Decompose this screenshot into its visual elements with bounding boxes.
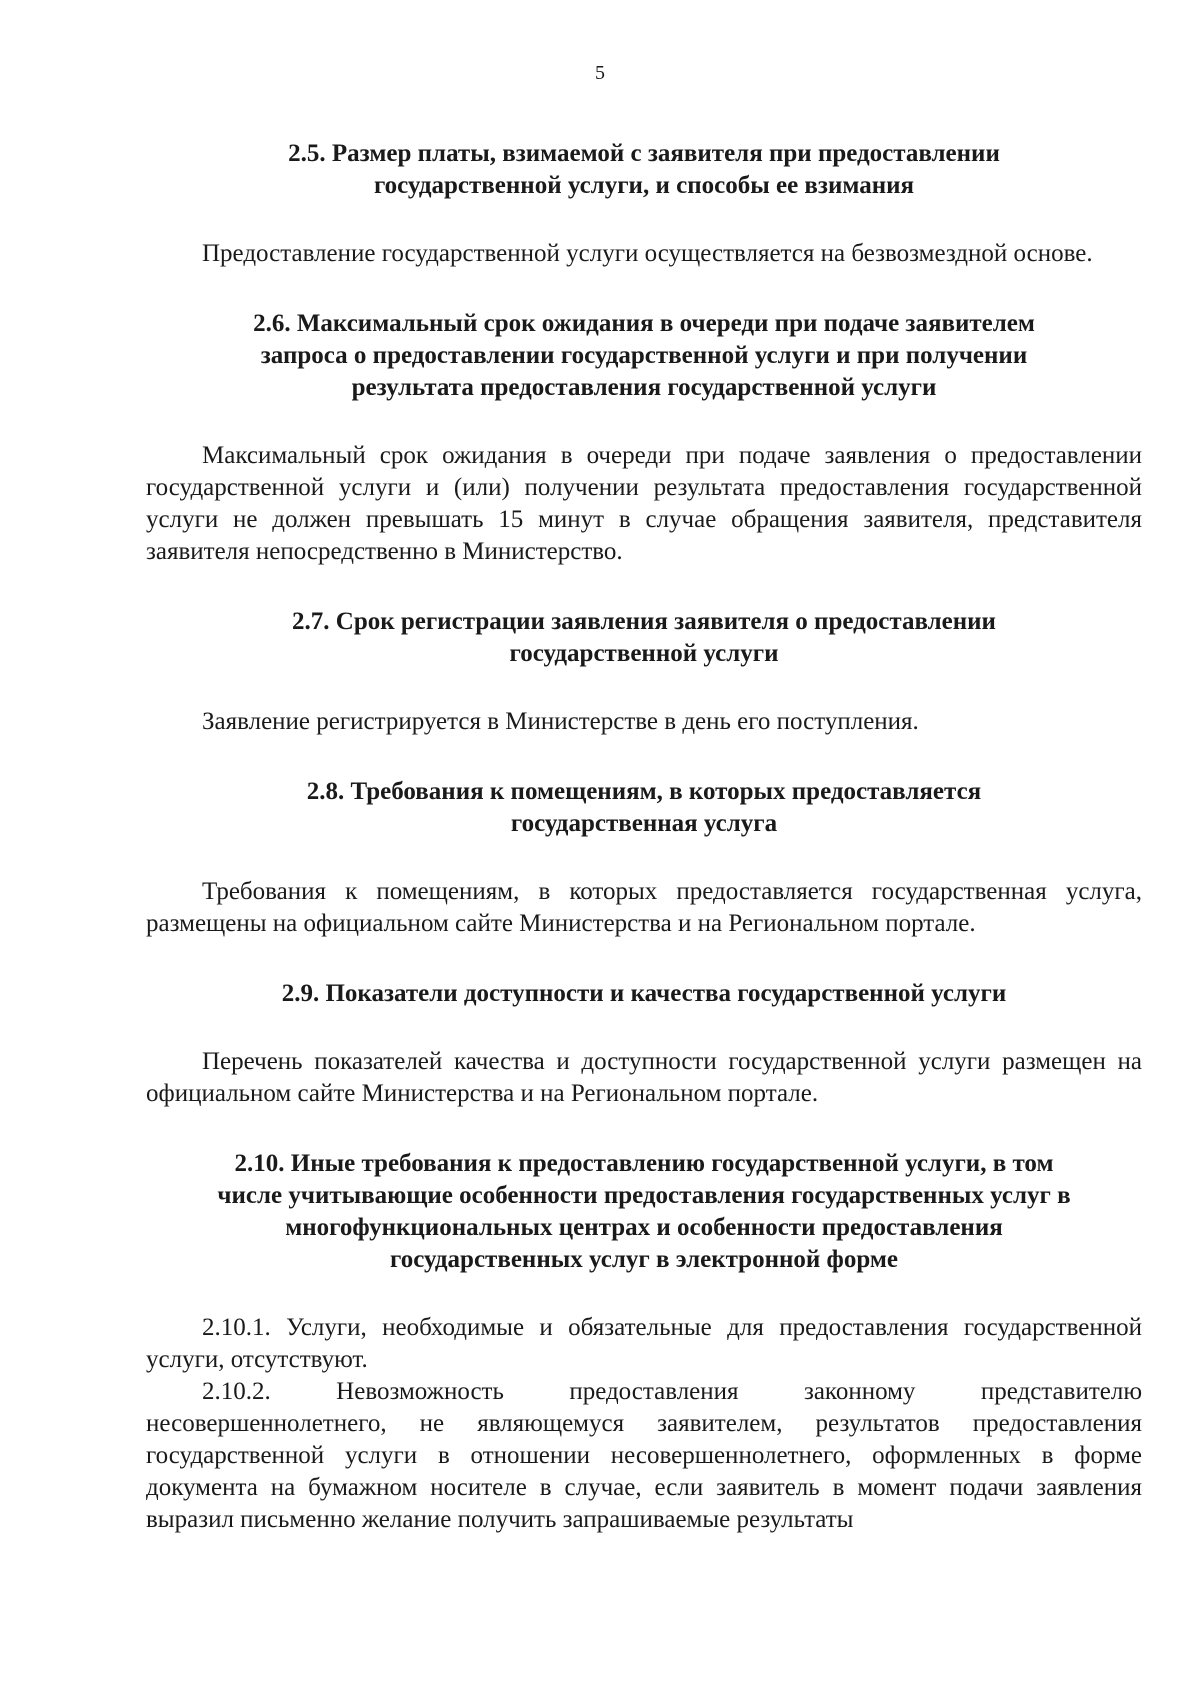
section-2-7 xyxy=(146,606,1142,738)
heading-line: государственная услуга xyxy=(510,810,778,837)
heading-line: числе учитывающие особенности предоставления государственных услуг в xyxy=(217,1182,1071,1209)
page-number: 5 xyxy=(595,62,605,84)
section-heading xyxy=(146,1148,1142,1276)
paragraph: 2.10.2. Невозможность предоставления законному представителю несовершеннолетнего, не являющемуся заявителем, результатов предоставления государственной услуги в отношении несовершеннолетнего, оформленных в форме документа на бумажном носителе в случае, если заявитель в момент подачи заявления выразил письменно желание получить запрашиваемые результаты xyxy=(146,1378,1142,1533)
section-2-10 xyxy=(146,1148,1142,1536)
heading-line: государственной услуги xyxy=(509,640,779,667)
paragraph: Перечень показателей качества и доступности государственной услуги размещен на официальном сайте Министерства и на Региональном портале. xyxy=(146,1048,1142,1107)
heading-line: государственной услуги, и способы ее взимания xyxy=(373,172,915,199)
heading-line: 2.5. Размер платы, взимаемой с заявителя при предоставлении xyxy=(288,140,1000,167)
paragraph: Предоставление государственной услуги осуществляется на безвозмездной основе. xyxy=(202,240,1093,267)
paragraph: Максимальный срок ожидания в очереди при подаче заявления о предоставлении государственной услуги и (или) получении результата предоставления государственной услуги не должен превышать 15 минут в случае обращения заявителя, представителя заявителя непосредственно в Министерство. xyxy=(146,442,1142,565)
section-heading xyxy=(146,308,1142,404)
section-2-5 xyxy=(146,138,1142,270)
section-heading xyxy=(146,138,1142,202)
section-2-6 xyxy=(146,308,1142,568)
section-heading xyxy=(146,776,1142,840)
heading-line: 2.7. Срок регистрации заявления заявителя о предоставлении xyxy=(292,608,996,635)
section-heading xyxy=(146,606,1142,670)
heading-line: многофункциональных центрах и особенности предоставления xyxy=(285,1214,1003,1241)
heading-line: государственных услуг в электронной форме xyxy=(389,1246,898,1273)
section-2-9 xyxy=(146,978,1142,1110)
paragraph: Требования к помещениям, в которых предоставляется государственная услуга, размещены на официальном сайте Министерства и на Региональном портале. xyxy=(146,878,1142,937)
heading-line: 2.10. Иные требования к предоставлению государственной услуги, в том xyxy=(234,1150,1054,1177)
document-body xyxy=(146,138,1142,1536)
heading-line: результата предоставления государственной услуги xyxy=(351,374,937,401)
heading-line: 2.9. Показатели доступности и качества государственной услуги xyxy=(281,980,1007,1007)
heading-line: 2.8. Требования к помещениям, в которых предоставляется xyxy=(306,778,982,805)
heading-line: 2.6. Максимальный срок ожидания в очереди при подаче заявителем xyxy=(253,310,1035,337)
section-2-8 xyxy=(146,776,1142,940)
heading-line: запроса о предоставлении государственной услуги и при получении xyxy=(260,342,1028,369)
section-heading xyxy=(146,978,1142,1010)
paragraph: 2.10.1. Услуги, необходимые и обязательные для предоставления государственной услуги, отсутствуют. xyxy=(146,1314,1142,1373)
paragraph: Заявление регистрируется в Министерстве в день его поступления. xyxy=(202,708,919,735)
